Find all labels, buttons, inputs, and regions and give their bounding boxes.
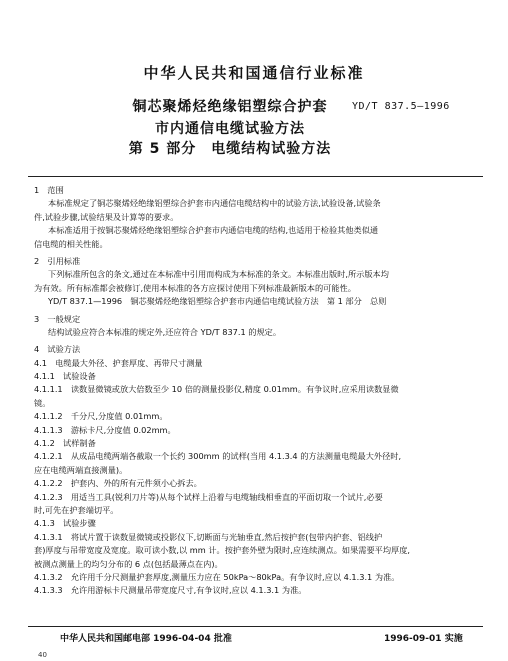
clause-line: 4.1.1.1 读数显微镜或放大倍数至少 10 倍的测量投影仪,精度 0.01mm。有争议时,应采用读数显微: [34, 384, 399, 395]
reference-line: YD/T 837.1—1996 铜芯聚烯烃绝缘铝塑综合护套市内通信电缆试验方法 第 1 部分 总则: [48, 296, 387, 307]
title-line-2: 市内通信电缆试验方法: [155, 121, 305, 137]
clause-heading: 4.1.1 试验设备: [34, 371, 96, 382]
clause-line: 4.1.3.2 允许用千分尺测量护套厚度,测量压力应在 50kPa～80kPa。有争议时,应以 4.1.3.1 为准。: [34, 571, 400, 582]
document-body: [34, 184, 480, 598]
clause-line: 4.1.2.1 从成品电缆两端各截取一个长约 300mm 的试样(当用 4.1.3.4 的方法测量电缆最大外径时,: [34, 451, 402, 462]
paragraph-line: 本标准适用于按铜芯聚烯烃绝缘铝塑综合护套市内通信电缆的结构,也适用于检验其他类似通: [48, 225, 379, 236]
section-heading: 1 范围: [34, 185, 64, 195]
clause-line: 4.1.2.2 护套内、外的所有元件须小心拆去。: [34, 478, 202, 489]
clause-line: 4.1.1.3 游标卡尺,分度值 0.02mm。: [34, 424, 176, 435]
clause-line: 时,可先在护套端切平。: [34, 504, 119, 515]
section-heading: 4 试验方法: [34, 344, 81, 355]
clause-line: 4.1.3.1 将试片置于读数显微镜或投影仪下,切断面与光轴垂直,然后按护套(包带内护套、铝线护: [34, 531, 383, 542]
clause-line: 应在电缆两端直接测量)。: [34, 464, 128, 475]
standard-number: YD/T 837.5—1996: [352, 101, 450, 112]
paragraph-line: 为有效。所有标准都会被修订,使用本标准的各方应探讨使用下列标准最新版本的可能性。: [34, 282, 356, 293]
title-line-1: 铜芯聚烯烃绝缘铝塑综合护套: [132, 99, 328, 115]
clause-line: 4.1.1.2 千分尺,分度值 0.01mm。: [34, 411, 168, 422]
implementation-date: 1996-09-01 实施: [384, 634, 463, 644]
clause-line: 镜。: [34, 397, 51, 408]
paragraph-line: 本标准规定了铜芯聚烯烃绝缘铝塑综合护套市内通信电缆结构中的试验方法,试验设备,试验条: [48, 198, 381, 209]
bottom-rule: [28, 626, 483, 627]
clause-line: 套)厚度与吊带宽度及宽度。取可读小数,以 mm 计。按护套外壁为限时,应连续测点。如果需要平均厚度,: [34, 545, 411, 556]
title-line-3: 第 5 部分 电缆结构试验方法: [128, 141, 332, 157]
section-heading: 2 引用标准: [34, 255, 81, 266]
approval-line: 中华人民共和国邮电部 1996-04-04 批准: [60, 634, 232, 644]
paragraph-line: 件,试验步骤,试验结果及计算等的要求。: [34, 211, 179, 222]
clause-heading: 4.1.3 试验步骤: [34, 518, 96, 529]
section-heading: 3 一般规定: [34, 313, 81, 324]
issuing-organization: 中华人民共和国通信行业标准: [143, 64, 365, 82]
top-rule: [28, 176, 483, 177]
paragraph-line: 下列标准所包含的条文,通过在本标准中引用而构成为本标准的条文。本标准出版时,所示版本均: [48, 269, 389, 280]
clause-line: 被测点测量上的均匀分布的 6 点(包括最薄点在内)。: [34, 558, 223, 569]
clause-heading: 4.1 电缆最大外径、护套厚度、再带尺寸测量: [34, 357, 203, 368]
paragraph-line: 信电缆的相关性能。: [34, 238, 108, 249]
clause-heading: 4.1.2 试样制备: [34, 438, 96, 449]
clause-line: 4.1.3.3 允许用游标卡尺测量吊带宽度尺寸,有争议时,应以 4.1.3.1 为准。: [34, 585, 307, 596]
clause-line: 4.1.2.3 用适当工具(锐利刀片等)从每个试样上沿着与电缆轴线相垂直的平面切取一个试片,必要: [34, 491, 383, 502]
page-number: 40: [38, 651, 47, 659]
paragraph-line: 结构试验应符合本标准的规定外,还应符合 YD/T 837.1 的规定。: [48, 326, 282, 337]
